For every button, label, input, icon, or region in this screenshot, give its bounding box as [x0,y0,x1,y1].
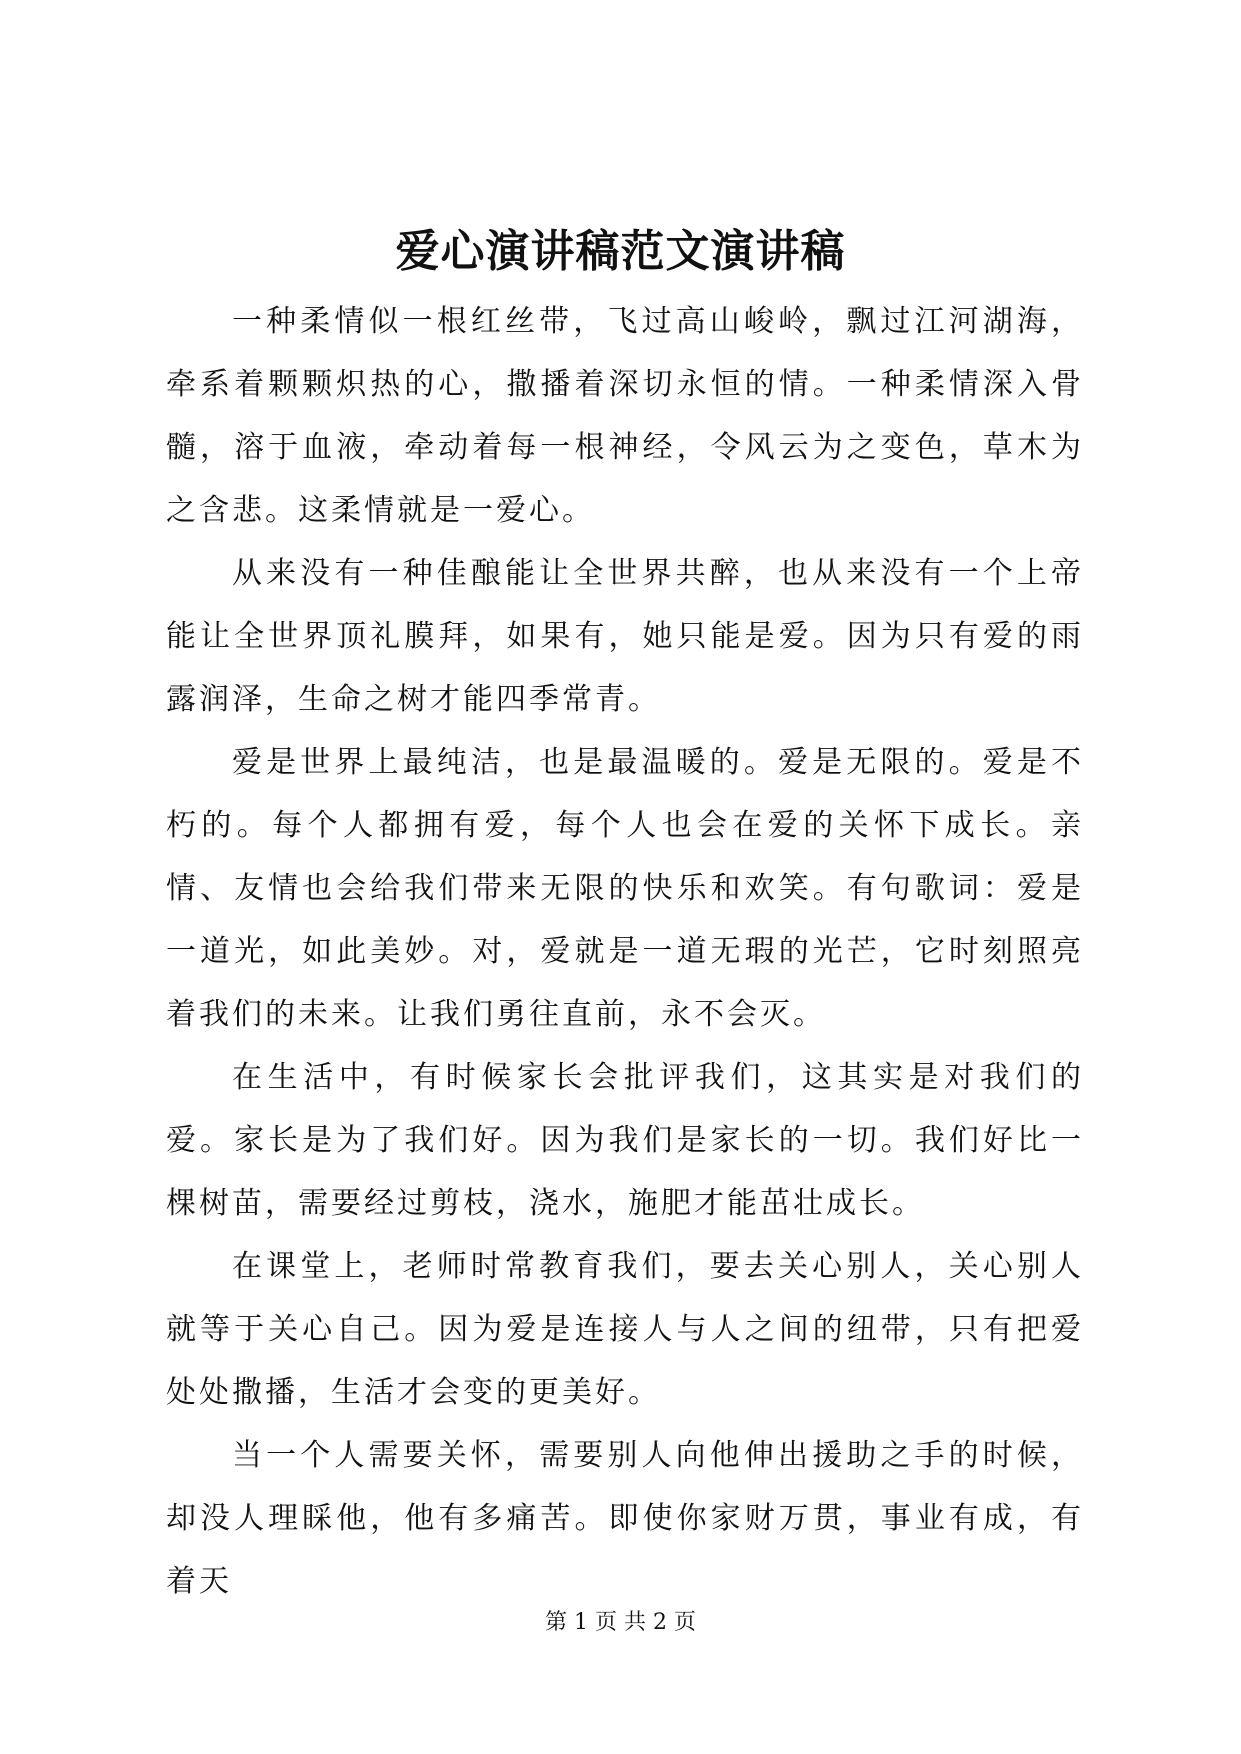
paragraph: 一种柔情似一根红丝带，飞过高山峻岭，飘过江河湖海，牵系着颗颗炽热的心，撒播着深切永恒的情。一种柔情深入骨髓，溶于血液，牵动着每一根神经，令风云为之变色，草木为之含悲。这柔情就是一爱心。 [166,304,1084,528]
document-title: 爱心演讲稿范文演讲稿 [395,226,846,277]
paragraph: 在生活中，有时候家长会批评我们，这其实是对我们的爱。家长是为了我们好。因为我们是家长的一切。我们好比一棵树苗，需要经过剪枝，浇水，施肥才能茁壮成长。 [166,1060,1084,1221]
document-body [166,290,1084,1613]
paragraph: 爱是世界上最纯洁，也是最温暖的。爱是无限的。爱是不朽的。每个人都拥有爱，每个人也会在爱的关怀下成长。亲情、友情也会给我们带来无限的快乐和欢笑。有句歌词：爱是一道光，如此美妙。对，爱就是一道无瑕的光芒，它时刻照亮着我们的未来。让我们勇往直前，永不会灭。 [166,745,1084,1032]
paragraph: 从来没有一种佳酿能让全世界共醉，也从来没有一个上帝能让全世界顶礼膜拜，如果有，她只能是爱。因为只有爱的雨露润泽，生命之树才能四季常青。 [166,556,1084,717]
paragraph: 在课堂上，老师时常教育我们，要去关心别人，关心别人就等于关心自己。因为爱是连接人与人之间的纽带，只有把爱处处撒播，生活才会变的更美好。 [166,1249,1084,1410]
page-number-footer: 第 1 页 共 2 页 [545,1610,696,1635]
paragraph: 当一个人需要关怀，需要别人向他伸出援助之手的时候，却没人理睬他，他有多痛苦。即使你家财万贯，事业有成，有着天 [166,1438,1084,1599]
